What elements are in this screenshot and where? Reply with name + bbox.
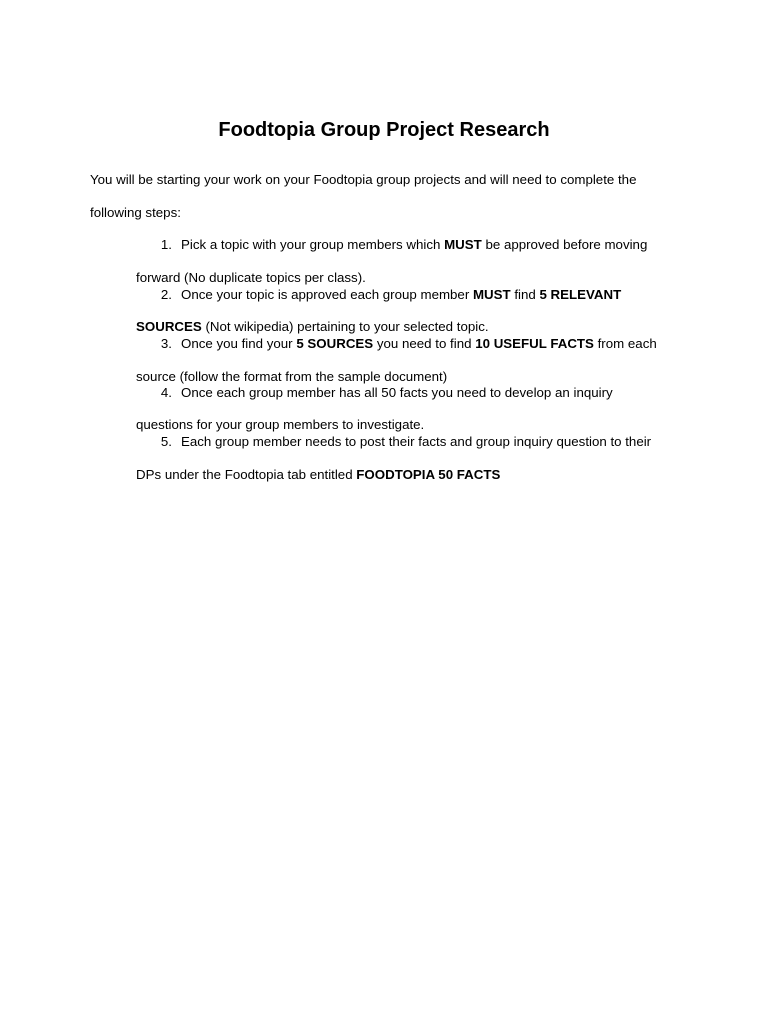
step-number: 3. [160, 336, 172, 351]
step-line-2: questions for your group members to investigate. [136, 417, 425, 432]
step-number: 1. [160, 237, 172, 252]
step-number: 4. [160, 385, 172, 400]
step-line-2: DPs under the Foodtopia tab entitled FOODTOPIA 50 FACTS [136, 467, 501, 482]
step-line-1: Once your topic is approved each group member MUST find 5 RELEVANT [181, 287, 622, 302]
step-line-1: Pick a topic with your group members which MUST be approved before moving [181, 237, 648, 252]
step-line-1: Once each group member has all 50 facts you need to develop an inquiry [181, 385, 613, 400]
step-line-2: SOURCES (Not wikipedia) pertaining to your selected topic. [136, 319, 489, 334]
step-line-1: Once you find your 5 SOURCES you need to find 10 USEFUL FACTS from each [181, 336, 657, 351]
intro-line-2: following steps: [90, 205, 181, 220]
step-line-2: source (follow the format from the sample document) [136, 369, 448, 384]
step-line-2: forward (No duplicate topics per class). [136, 270, 366, 285]
intro-line-1: You will be starting your work on your Foodtopia group projects and will need to complete the [90, 172, 637, 187]
document-title: Foodtopia Group Project Research [218, 119, 550, 141]
step-number: 2. [160, 287, 172, 302]
step-line-1: Each group member needs to post their facts and group inquiry question to their [181, 434, 652, 449]
step-number: 5. [160, 434, 172, 449]
